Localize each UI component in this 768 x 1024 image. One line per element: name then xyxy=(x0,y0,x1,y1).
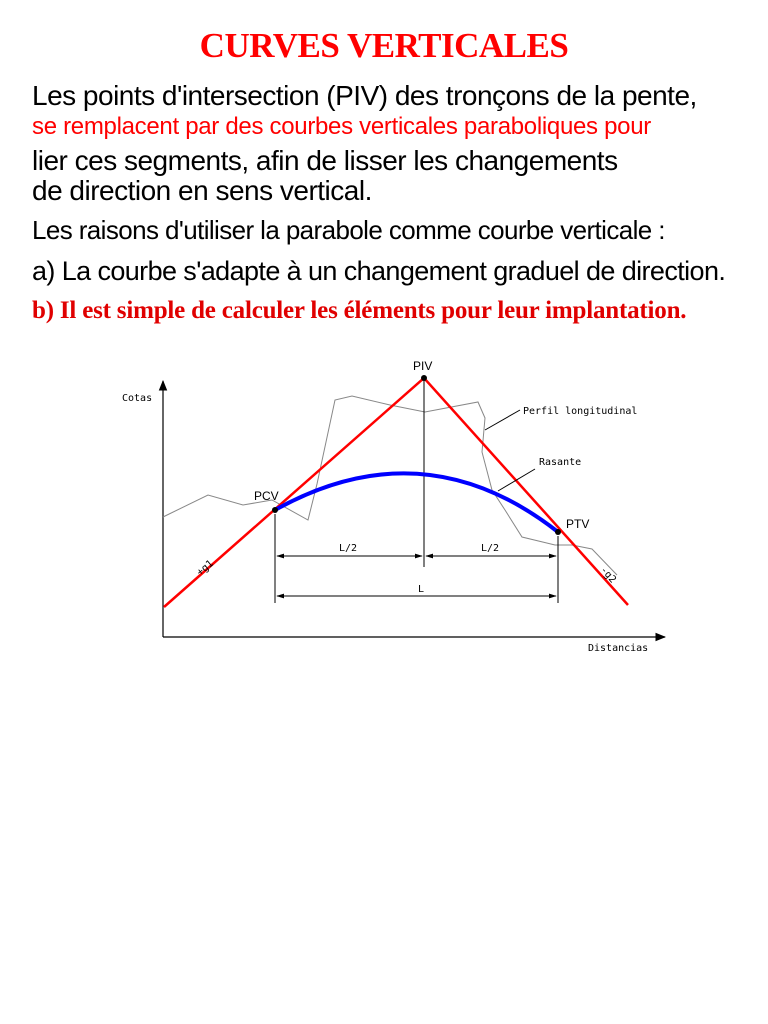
length-label: L xyxy=(418,584,425,595)
y-axis-label: Cotas xyxy=(122,393,153,404)
piv-point xyxy=(421,375,427,381)
grade-line-label: Rasante xyxy=(539,457,582,468)
profile-label: Perfil longitudinal xyxy=(523,406,638,417)
intro-line-3: lier ces segments, afin de lisser les changements xyxy=(32,145,618,176)
vertical-curve-diagram xyxy=(0,350,768,670)
intro-line-2-highlighted: se remplacent par des courbes verticales paraboliques pour xyxy=(32,113,651,140)
x-axis-label: Distancias xyxy=(588,643,649,654)
ptv-label: PTV xyxy=(566,517,590,531)
grade-line-leader xyxy=(498,469,535,491)
piv-label: PIV xyxy=(413,359,433,373)
intro-line-4: de direction en sens vertical. xyxy=(32,175,372,206)
half-length-right-label: L/2 xyxy=(481,543,500,554)
reason-b: b) Il est simple de calculer les éléments pour leur implantation. xyxy=(32,297,687,324)
ptv-point xyxy=(555,529,561,535)
pcv-point xyxy=(272,507,278,513)
profile-leader xyxy=(485,410,520,430)
reason-a: a) La courbe s'adapte à un changement graduel de direction. xyxy=(32,256,726,286)
g1-slope-label: +g1 xyxy=(194,558,216,579)
g2-slope-label: -g2 xyxy=(597,564,619,586)
intro-line-1: Les points d'intersection (PIV) des tronçons de la pente, xyxy=(32,80,697,111)
reasons-intro: Les raisons d'utiliser la parabole comme courbe verticale : xyxy=(32,215,665,245)
half-length-left-label: L/2 xyxy=(339,543,358,554)
page-title: CURVES VERTICALES xyxy=(199,26,569,65)
pcv-label: PCV xyxy=(254,489,279,503)
